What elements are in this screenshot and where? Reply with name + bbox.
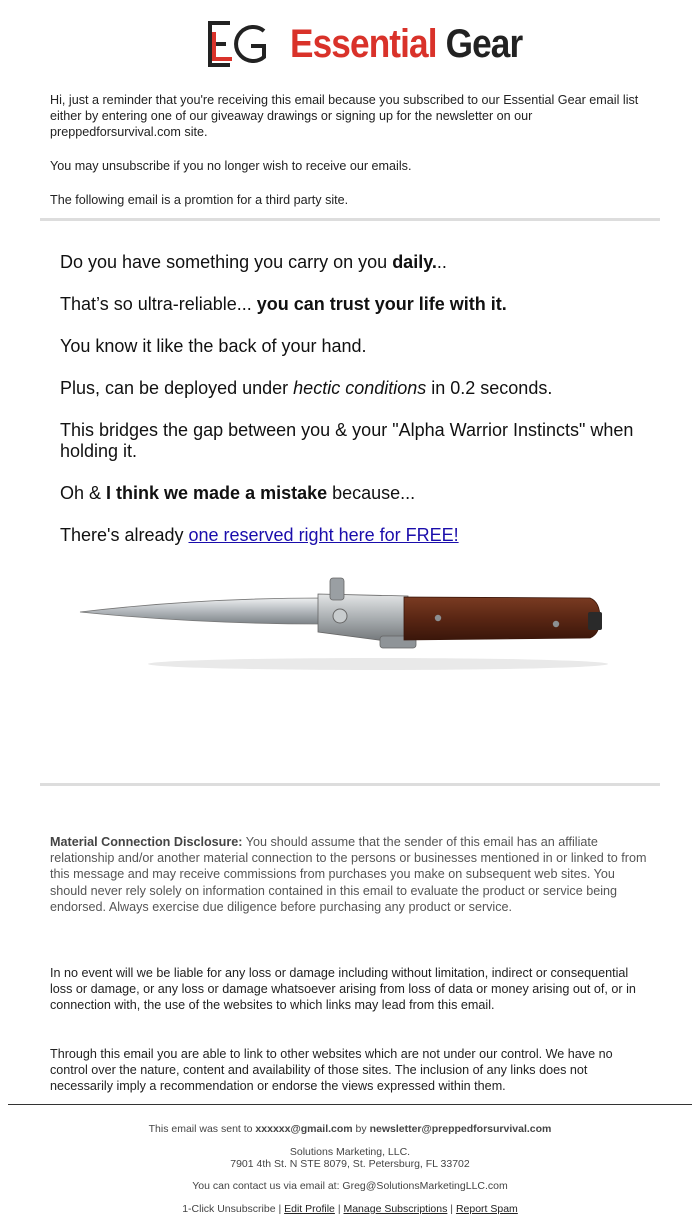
promo-line-5: This bridges the gap between you & your "Alpha Warrior Instincts" when holding it. (60, 420, 634, 461)
promo-line-6: Oh & I think we made a mistake because... (60, 483, 416, 503)
footer-contact: You can contact us via email at: Greg@SolutionsMarketingLLC.com (192, 1180, 508, 1192)
intro-section (50, 92, 660, 226)
footer-divider (8, 1104, 692, 1105)
footer-company: Solutions Marketing, LLC. (289, 1146, 411, 1158)
footer-address: 7901 4th St. N STE 8079, St. Petersburg, FL 33702 (230, 1158, 470, 1170)
footer-sent-to: This email was sent to xxxxxx@gmail.com by newsletter@preppedforsurvival.com (148, 1123, 552, 1135)
material-disclosure (50, 834, 650, 915)
report-spam-link[interactable]: Report Spam (455, 1203, 518, 1215)
liability-notice: In no event will we be liable for any loss or damage including without limitation, indirect or consequential loss or damage, or any loss or damage whatsoever arising from loss of data or money arising out of, or in connection with, the use of the websites to which links may lead from this email. (50, 966, 636, 1013)
edit-profile-link[interactable]: Edit Profile (284, 1203, 335, 1215)
promo-line-7: There's already one reserved right here for FREE! (60, 525, 459, 545)
intro-reminder: Hi, just a reminder that you're receiving this email because you subscribed to our Essential Gear email list either by entering one of our giveaway drawings or signing up for the newsletter on our preppedforsurvival.com site. (50, 93, 639, 139)
footer-links: 1-Click Unsubscribe | Edit Profile | Manage Subscriptions | Report Spam (182, 1203, 518, 1215)
brand-word-gear: Gear (445, 22, 523, 66)
promo-line-3: You know it like the back of your hand. (60, 336, 367, 356)
promo-line-2: That’s so ultra-reliable... you can trust your life with it. (60, 294, 507, 314)
brand-wordmark (290, 18, 522, 70)
stiletto-knife-image[interactable] (78, 572, 623, 682)
brand-logo (204, 18, 554, 70)
promo-line-1: Do you have something you carry on you daily... (60, 252, 447, 272)
eg-monogram-icon (204, 19, 268, 69)
promo-section (60, 252, 660, 567)
intro-third-party-note: The following email is a promtion for a third party site. (50, 193, 349, 207)
one-click-unsubscribe[interactable]: 1-Click Unsubscribe (182, 1203, 276, 1215)
brand-word-essential: Essential (290, 22, 437, 66)
disclosure-text: You should assume that the sender of this email has an affiliate relationship and/or another material connection to the persons or businesses mentioned in or linked to from this message and may receive commissions from purchases you make on subsequent web sites. You should never rely solely on information contained in this email to evaluate the product or service being endorsed. Always exercise due diligence before purchasing any product or service. (50, 835, 647, 914)
manage-subscriptions-link[interactable]: Manage Subscriptions (343, 1203, 448, 1215)
external-links-notice: Through this email you are able to link to other websites which are not under our control. We have no control over the nature, content and availability of those sites. The inclusion of any links does not necessarily imply a recommendation or endorse the views expressed within them. (50, 1047, 613, 1094)
sender-email: newsletter@preppedforsurvival.com (369, 1123, 552, 1135)
divider-top (40, 218, 660, 221)
recipient-email: xxxxxx@gmail.com (255, 1123, 353, 1135)
free-offer-link[interactable]: one reserved right here for FREE! (188, 525, 459, 545)
promo-line-4: Plus, can be deployed under hectic conditions in 0.2 seconds. (60, 378, 553, 398)
disclosure-title: Material Connection Disclosure: (50, 835, 243, 849)
divider-middle (40, 783, 660, 786)
intro-unsubscribe-note: You may unsubscribe if you no longer wish to receive our emails. (50, 159, 412, 173)
